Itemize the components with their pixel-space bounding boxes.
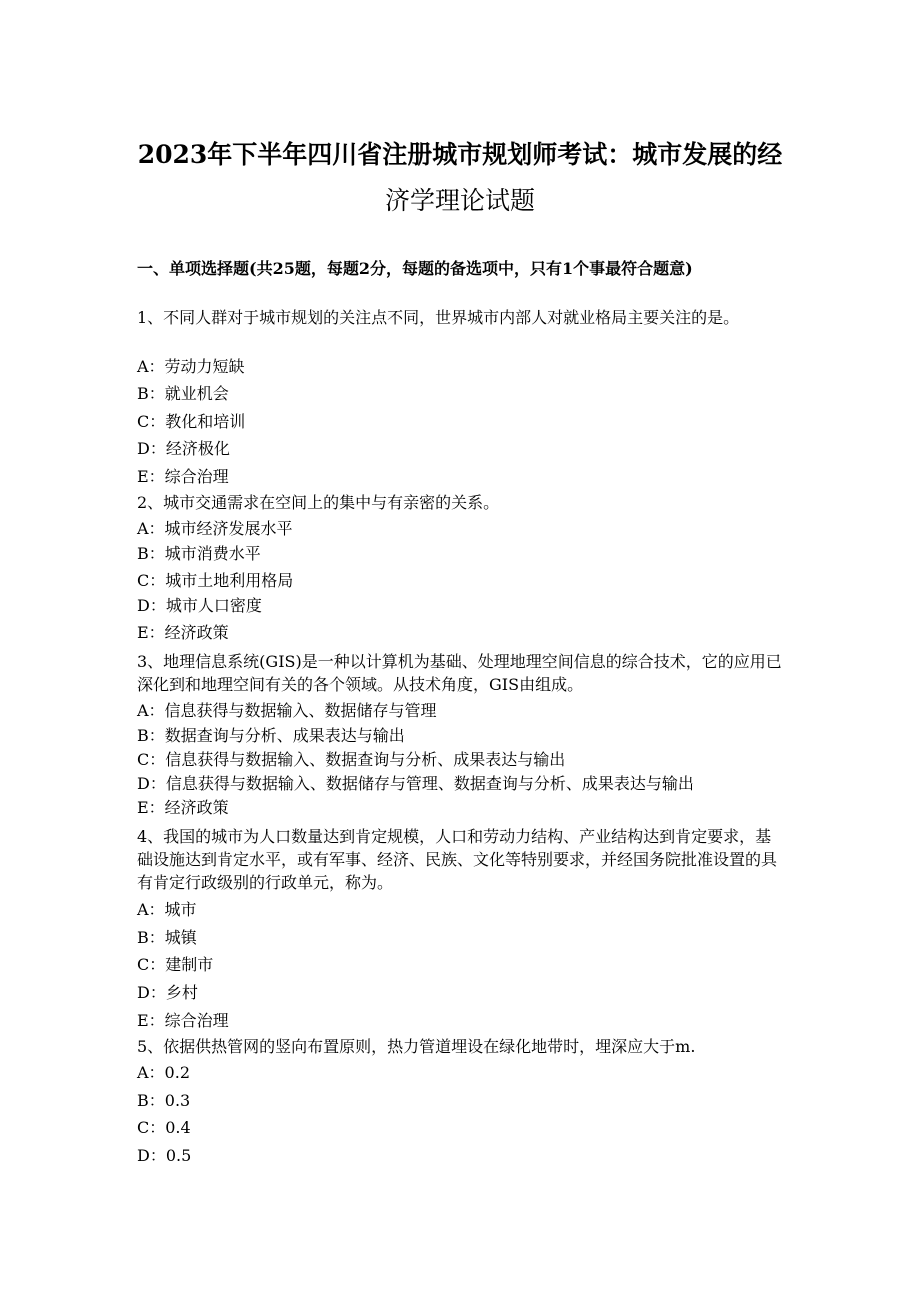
document-title-line-2: 济学理论试题 [384,186,535,215]
question-5-option-a: A：0.2 [137,1063,191,1082]
question-1-option-c: C：教化和培训 [137,412,246,431]
question-4-option-a: A：城市 [137,900,197,919]
question-1-option-e: E：综合治理 [137,467,229,486]
question-4-option-c: C：建制市 [137,955,214,974]
question-2-option-a: A：城市经济发展水平 [137,519,293,538]
question-3-option-b: B：数据查询与分析、成果表达与输出 [137,726,405,745]
question-2-option-b: B：城市消费水平 [137,544,261,563]
question-5-option-d: D：0.5 [137,1146,192,1165]
section-header: 一、单项选择题(共25题，每题2分，每题的备选项中，只有1个事最符合题意) [137,259,693,278]
question-1-option-b: B：就业机会 [137,384,229,403]
question-3-option-a: A：信息获得与数据输入、数据储存与管理 [137,701,437,720]
question-5-option-b: B：0.3 [137,1091,191,1110]
question-2-option-d: D：城市人口密度 [137,596,262,615]
question-2-option-e: E：经济政策 [137,623,229,642]
question-4-option-d: D：乡村 [137,983,198,1002]
question-5-stem: 5、依据供热管网的竖向布置原则，热力管道埋设在绿化地带时，埋深应大于m. [137,1037,696,1056]
question-3-option-e: E：经济政策 [137,798,229,817]
question-1-option-a: A：劳动力短缺 [137,357,245,376]
question-4-option-b: B：城镇 [137,928,197,947]
question-3-option-c: C：信息获得与数据输入、数据查询与分析、成果表达与输出 [137,750,566,769]
question-3-stem: 3、地理信息系统(GIS)是一种以计算机为基础、处理地理空间信息的综合技术，它的应用已深化到和地理空间有关的各个领域。从技术角度，GIS由组成。 [137,652,782,694]
question-3-option-d: D：信息获得与数据输入、数据储存与管理、数据查询与分析、成果表达与输出 [137,774,694,793]
question-1-stem: 1、不同人群对于城市规划的关注点不同，世界城市内部人对就业格局主要关注的是。 [137,308,740,327]
question-4-stem: 4、我国的城市为人口数量达到肯定规模，人口和劳动力结构、产业结构达到肯定要求，基础设施达到肯定水平，或有军事、经济、民族、文化等特别要求，并经国务院批准设置的具有肯定行政级别的行政单元，称为。 [137,827,778,892]
question-4-option-e: E：综合治理 [137,1011,229,1030]
question-2-stem: 2、城市交通需求在空间上的集中与有亲密的关系。 [137,493,500,512]
question-5-option-c: C：0.4 [137,1118,191,1137]
question-1-option-d: D：经济极化 [137,439,230,458]
document-title-line-1: 2023年下半年四川省注册城市规划师考试：城市发展的经 [137,140,783,169]
question-2-option-c: C：城市土地利用格局 [137,571,294,590]
